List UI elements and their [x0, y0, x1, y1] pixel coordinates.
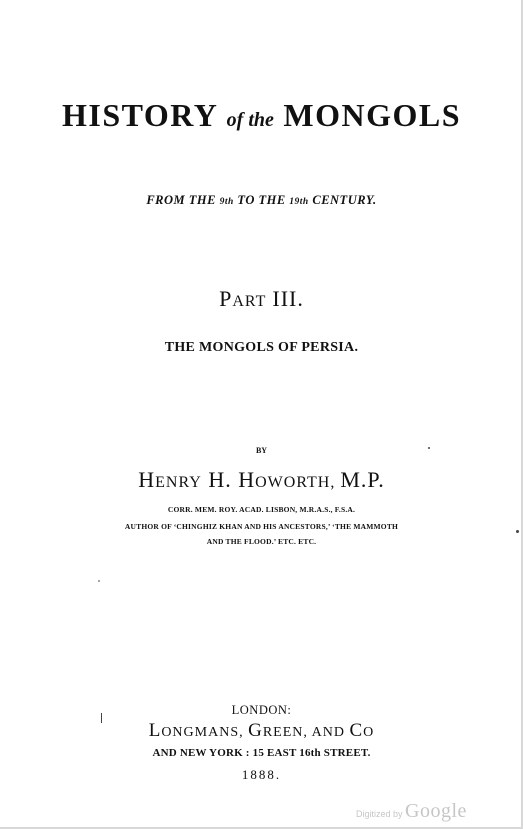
pub-and: AND — [311, 725, 350, 740]
print-speck — [101, 713, 102, 723]
pub-o: O — [363, 725, 375, 740]
author-name — [0, 467, 523, 493]
by-label: BY — [255, 446, 268, 455]
imprint-new-york: AND NEW YORK : 15 EAST 16th STREET. — [152, 747, 371, 759]
subtitle-to: TO THE — [233, 193, 290, 207]
publisher-name — [0, 720, 523, 742]
author-enry: ENRY — [155, 474, 202, 491]
watermark-prefix: Digitized by — [356, 809, 406, 819]
author-h2: H — [238, 467, 256, 492]
author-credential-2: AUTHOR OF ‘CHINGHIZ KHAN AND HIS ANCESTORS,’ ‘THE MAMMOTH — [124, 522, 399, 531]
title-mongols: MONGOLS — [283, 97, 462, 133]
digitized-watermark — [356, 800, 467, 823]
subtitle-century: CENTURY. — [308, 193, 377, 207]
author-oworth: OWORTH, — [255, 474, 341, 491]
part-p: P — [219, 286, 233, 311]
pub-reen: REEN, — [262, 725, 312, 740]
pub-g: G — [248, 720, 263, 741]
part-title: THE MONGOLS OF PERSIA. — [164, 340, 359, 355]
title-of-the: of the — [226, 109, 274, 131]
pub-l: L — [148, 720, 162, 741]
author-credential-1: CORR. MEM. ROY. ACAD. LISBON, M.R.A.S., F.S.A. — [167, 505, 356, 514]
pub-c: C — [349, 720, 364, 741]
author-mp: M.P. — [340, 467, 385, 492]
author-initial: H. — [201, 467, 239, 492]
book-title — [0, 97, 523, 134]
google-logo: Google — [405, 800, 467, 822]
print-speck — [98, 580, 100, 582]
pub-ongmans: ONGMANS, — [161, 725, 249, 740]
part-number — [0, 286, 523, 312]
author-credential-3: AND THE FLOOD.’ ETC. ETC. — [206, 537, 317, 546]
subtitle-from: FROM THE — [146, 193, 220, 207]
part-roman: III. — [272, 286, 304, 311]
imprint-city: LONDON: — [231, 703, 292, 717]
title-history: HISTORY — [61, 97, 218, 133]
subtitle-9th: 9th — [219, 197, 234, 207]
book-subtitle — [0, 193, 523, 208]
print-speck — [428, 447, 430, 449]
part-art: ART — [232, 293, 267, 310]
publication-year: 1888. — [241, 767, 282, 782]
subtitle-19th: 19th — [289, 197, 309, 207]
print-speck — [516, 530, 519, 533]
author-h: H — [138, 467, 156, 492]
